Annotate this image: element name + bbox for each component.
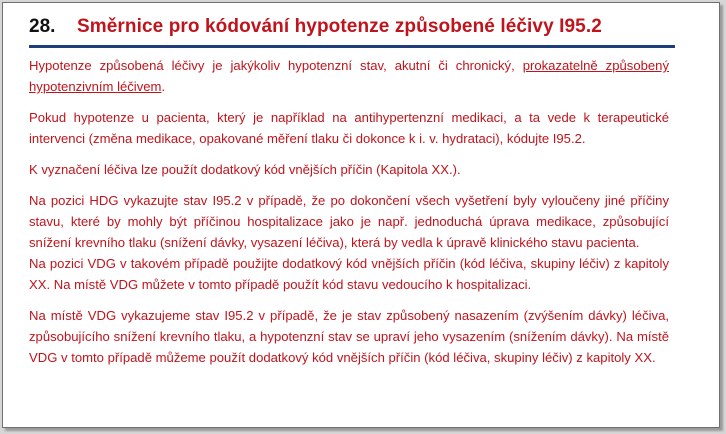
paragraph-hdg: Na pozici HDG vykazujte stav I95.2 v případě, že po dokončení všech vyšetření byly vyloučeny jiné příčiny stavu, které by mohly být příčinou hospitalizace jako je např. jednoduchá úprava medikace, způsobující snížení krevního tlaku (snížení dávky, vysazení léčiva), která by vedla k úpravě klinického stavu pacienta. (29, 193, 669, 250)
definition-end: . (161, 79, 166, 94)
section-title: Směrnice pro kódování hypotenze způsobené léčivy I95.2 (77, 16, 602, 37)
paragraph-definition (29, 55, 669, 97)
definition-underlined-text: prokazatelně způsobený hypotenzivním léčivem (29, 58, 669, 94)
definition-text: Hypotenze způsobená léčivy je jakýkoliv hypotenzní stav, akutní či chronický, (29, 58, 523, 73)
document-box (2, 2, 720, 428)
paragraph-coding-rule: Pokud hypotenze u pacienta, který je například na antihypertenzní medikaci, a ta vede k terapeutické intervenci (změna medikace, opakované měření tlaku či dokonce k i. v. hydrataci), kódujte I95.2. (29, 110, 669, 146)
section-body (29, 55, 669, 378)
paragraph-vdg-rule: Na místě VDG vykazujeme stav I95.2 v případě, že je stav způsobený nasazením (zvýšením dávky) léčiva, způsobujícího snížení krevního tlaku, a hypotenzní stav se upraví jeho vysazením (snížením dávky). Na místě VDG v tomto případě můžeme použít dodatkový kód vnějších příčin (kód léčiva, skupiny léčiv) z kapitoly XX. (29, 308, 669, 365)
paragraph-external-cause: K vyznačení léčiva lze použít dodatkový kód vnějších příčin (Kapitola XX.). (29, 162, 461, 177)
section-heading (29, 9, 675, 48)
paragraph-vdg-additional: Na pozici VDG v takovém případě použijte dodatkový kód vnějších příčin (kód léčiva, skupiny léčiv) z kapitoly XX. Na místě VDG můžete v tomto případě použít kód stavu vedoucího k hospitalizaci. (29, 256, 669, 292)
section-number: 28. (29, 16, 56, 37)
